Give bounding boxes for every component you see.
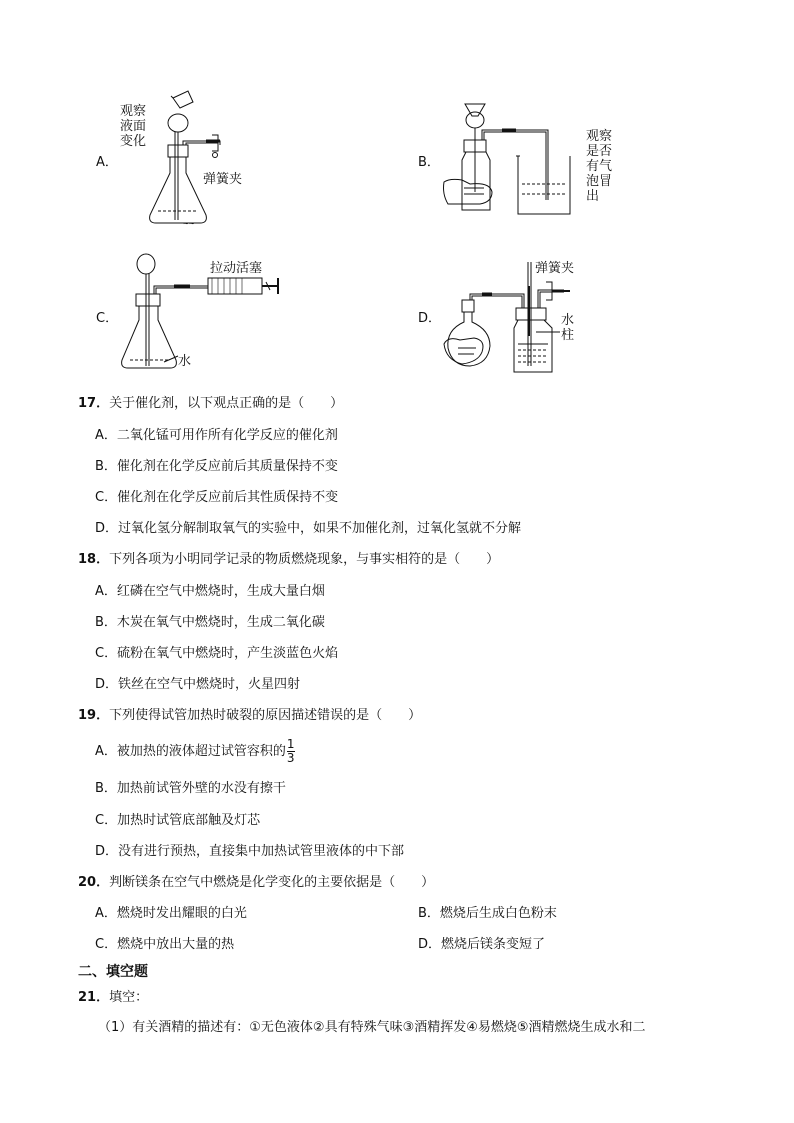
figure-a-clamp-label: 弹簧夹 — [203, 172, 243, 187]
figure-a-option-label: A． — [96, 155, 118, 170]
question-21-sub1: （1）有关酒精的描述有：①无色液体②具有特殊气味③酒精挥发④易燃烧⑤酒精燃烧生成水和二 — [98, 1020, 646, 1035]
figure-d-clamp-label: 弹簧夹 — [535, 261, 575, 276]
figure-c-option-label: C． — [96, 311, 119, 326]
question-18-option-d: D．铁丝在空气中燃烧时，火星四射 — [95, 677, 301, 692]
question-20-option-a: A．燃烧时发出耀眼的白光 — [95, 906, 247, 921]
question-18-option-b: B．木炭在氧气中燃烧时，生成二氧化碳 — [95, 615, 325, 630]
question-17-option-c: C．催化剂在化学反应前后其性质保持不变 — [95, 490, 339, 505]
question-18-option-a: A．红磷在空气中燃烧时，生成大量白烟 — [95, 584, 325, 599]
figure-d-water-column-label: 水 柱 — [561, 313, 575, 343]
question-20-option-c: C．燃烧中放出大量的热 — [95, 937, 235, 952]
figure-b-observe-label: 观察 是否 有气 泡冒 出 — [586, 129, 613, 204]
question-19-option-b: B．加热前试管外壁的水没有擦干 — [95, 781, 286, 796]
figure-c-water-label: 水 — [178, 354, 192, 369]
question-19-stem: 19．下列使得试管加热时破裂的原因描述错误的是（ ） — [78, 708, 422, 723]
figure-b-option-label: B． — [418, 155, 440, 170]
figure-a-apparatus — [140, 85, 250, 235]
section-heading: 二、填空题 — [78, 964, 148, 980]
figure-d-apparatus — [440, 256, 590, 376]
question-17-option-b: B．催化剂在化学反应前后其质量保持不变 — [95, 459, 338, 474]
question-21-stem: 21．填空： — [78, 990, 149, 1005]
question-17-option-a: A．二氧化锰可用作所有化学反应的催化剂 — [95, 428, 338, 443]
question-17-option-d: D．过氧化氢分解制取氧气的实验中，如果不加催化剂，过氧化氢就不分解 — [95, 521, 522, 536]
question-20-stem: 20．判断镁条在空气中燃烧是化学变化的主要依据是（ ） — [78, 875, 435, 890]
question-18-option-c: C．硫粉在氧气中燃烧时，产生淡蓝色火焰 — [95, 646, 339, 661]
figure-b-apparatus — [440, 100, 585, 218]
question-19-option-a: A．被加热的液体超过试管容积的 $\frac{1}{3}$ — [95, 737, 295, 765]
figure-c-apparatus — [120, 250, 290, 378]
question-18-stem: 18．下列各项为小明同学记录的物质燃烧现象，与事实相符的是（ ） — [78, 552, 500, 567]
figure-c-piston-label: 拉动活塞 — [210, 261, 263, 276]
question-20-option-d: D．燃烧后镁条变短了 — [418, 937, 546, 952]
question-19-option-d: D．没有进行预热，直接集中加热试管里液体的中下部 — [95, 844, 405, 859]
question-17-stem: 17．关于催化剂，以下观点正确的是（ ） — [78, 396, 344, 411]
question-19-option-c: C．加热时试管底部触及灯芯 — [95, 813, 261, 828]
figure-d-option-label: D． — [418, 311, 442, 326]
question-20-option-b: B．燃烧后生成白色粉末 — [418, 906, 557, 921]
figure-a-observe-label: 观察 液面 变化 — [120, 104, 147, 149]
fraction-one-third: $\frac{1}{3}$ — [286, 737, 295, 765]
svg-text:~~: ~~ — [183, 220, 195, 228]
